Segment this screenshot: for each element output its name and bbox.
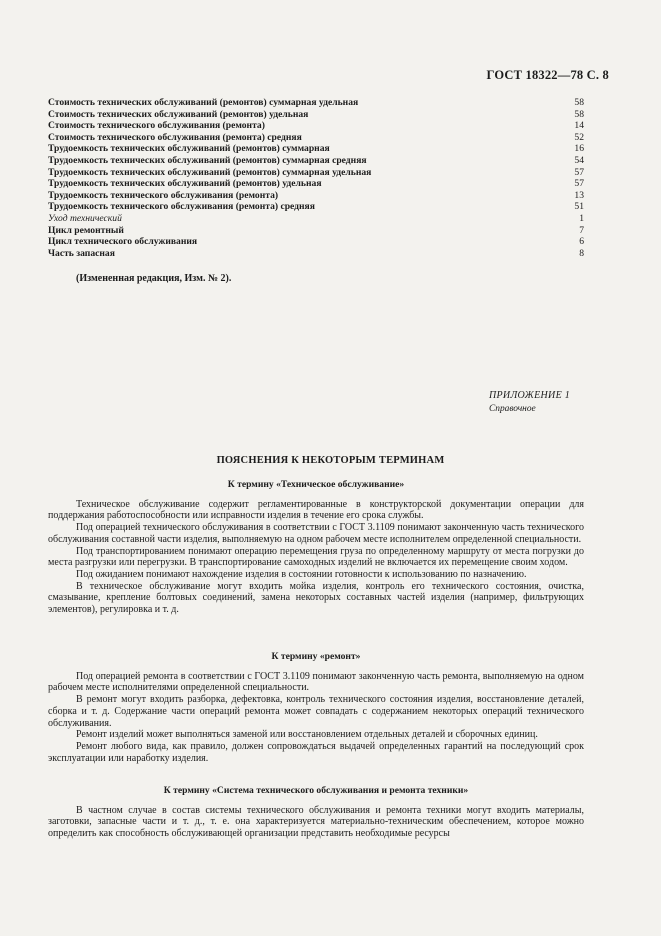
section-repair	[48, 651, 584, 764]
index-term: Цикл технического обслуживания	[48, 236, 198, 248]
index-term: Стоимость технического обслуживания (ремонта)	[48, 120, 265, 132]
index-page: 14	[574, 120, 584, 132]
index-term: Стоимость технического обслуживания (ремонта) средняя	[48, 131, 302, 143]
index-row	[48, 120, 584, 132]
index-page: 6	[579, 236, 584, 248]
index-term: Цикл ремонтный	[48, 224, 124, 236]
paragraph: Под ожиданием понимают нахождение изделия в состоянии готовности к использованию по назначению.	[76, 568, 527, 580]
section-heading: К термину «ремонт»	[271, 651, 361, 662]
paragraph: Техническое обслуживание содержит регламентированные в конструкторской документации операции для поддержания работоспособности или исправности изделия в течение его срока службы.	[48, 498, 584, 522]
index-row	[48, 143, 584, 155]
paragraph: Под транспортированием понимают операцию перемещения груза по определенному маршруту от места погрузки до места разгрузки или перегрузки. В транспортирование самоходных изделий не включается их перемещение своим ходом.	[48, 545, 584, 569]
index-page: 52	[574, 131, 584, 143]
paragraph: Под операцией ремонта в соответствии с ГОСТ 3.1109 понимают законченную часть ремонта, выполняемую на одном рабочем месте исполнителями определенной специальности.	[48, 670, 584, 694]
index-page: 57	[574, 166, 584, 178]
index-page: 7	[579, 224, 584, 236]
appendix-label	[489, 390, 570, 415]
index-term: Трудоемкость технических обслуживаний (ремонтов) удельная	[48, 178, 322, 190]
index-page: 13	[574, 189, 584, 201]
index-term: Трудоемкость технических обслуживаний (ремонтов) суммарная	[48, 143, 330, 155]
paragraph: В ремонт могут входить разборка, дефектовка, контроль технического состояния изделия, восстановление деталей, сборка и т. д. Содержание части операций ремонта может совпадать с содержанием некоторых операций технического обслуживания.	[48, 694, 584, 729]
index-row	[48, 178, 584, 190]
index-term: Трудоемкость технического обслуживания (ремонта)	[48, 189, 279, 201]
index-row	[48, 236, 584, 248]
index-row	[48, 109, 584, 121]
amendment-note: (Измененная редакция, Изм. № 2).	[76, 273, 232, 284]
index-page: 58	[574, 108, 584, 120]
index-term: Трудоемкость технического обслуживания (ремонта) средняя	[48, 201, 315, 213]
page-header: ГОСТ 18322—78 С. 8	[486, 68, 609, 82]
paragraph: Ремонт любого вида, как правило, должен сопровождаться выдачей определенных гарантий на последующий срок эксплуатации или наработку изделия.	[48, 740, 584, 764]
index-term: Стоимость технических обслуживаний (ремонтов) удельная	[48, 108, 309, 120]
appendix-number: ПРИЛОЖЕНИЕ 1	[489, 390, 571, 401]
page-title: ПОЯСНЕНИЯ К НЕКОТОРЫМ ТЕРМИНАМ	[216, 455, 445, 466]
index-term: Уход технический	[48, 212, 122, 224]
index-row	[48, 190, 584, 202]
paragraph: В техническое обслуживание могут входить мойка изделия, контроль его технического состояния, очистка, смазывание, крепление болтовых соединений, замена некоторых составных частей изделия (например, фильтрующих элементов), регулировка и т. д.	[48, 580, 584, 616]
index-page: 1	[579, 212, 584, 224]
index-row	[48, 248, 584, 260]
index-term: Трудоемкость технических обслуживаний (ремонтов) суммарная средняя	[48, 154, 367, 166]
index-page: 54	[574, 154, 584, 166]
paragraph: Под операцией технического обслуживания в соответствии с ГОСТ 3.1109 понимают законченную часть технического обслуживания составной части изделия, выполняемую на одном рабочем месте исполнителем определенной специальности.	[48, 522, 584, 545]
section-system	[48, 785, 584, 840]
index-term: Часть запасная	[48, 247, 115, 259]
index-row	[48, 201, 584, 213]
index-page: 16	[574, 143, 584, 155]
appendix-type: Справочное	[489, 403, 536, 414]
term-index	[48, 97, 584, 259]
index-row	[48, 225, 584, 237]
index-row	[48, 97, 584, 109]
section-heading: К термину «Система технического обслуживания и ремонта техники»	[163, 785, 469, 796]
index-row	[48, 167, 584, 179]
index-page: 57	[574, 178, 584, 190]
section-heading: К термину «Техническое обслуживание»	[227, 479, 405, 490]
index-page: 58	[574, 97, 584, 108]
index-row	[48, 155, 584, 167]
index-page: 8	[579, 247, 584, 259]
index-row	[48, 132, 584, 144]
index-page: 51	[574, 201, 584, 213]
index-term: Трудоемкость технических обслуживаний (ремонтов) суммарная удельная	[48, 166, 372, 178]
index-term: Стоимость технических обслуживаний (ремонтов) суммарная удельная	[48, 97, 359, 108]
index-row	[48, 213, 584, 225]
paragraph: Ремонт изделий может выполняться заменой или восстановлением отдельных деталей и сборочных единиц.	[76, 729, 538, 741]
section-maintenance	[48, 479, 584, 616]
paragraph: В частном случае в состав системы технического обслуживания и ремонта техники могут входить материалы, заготовки, запасные части и т. д., т. е. она характеризуется материально-техническим обеспечением, которое можно определить как способность обслуживающей организации представить необходимые ресурсы	[48, 804, 584, 840]
